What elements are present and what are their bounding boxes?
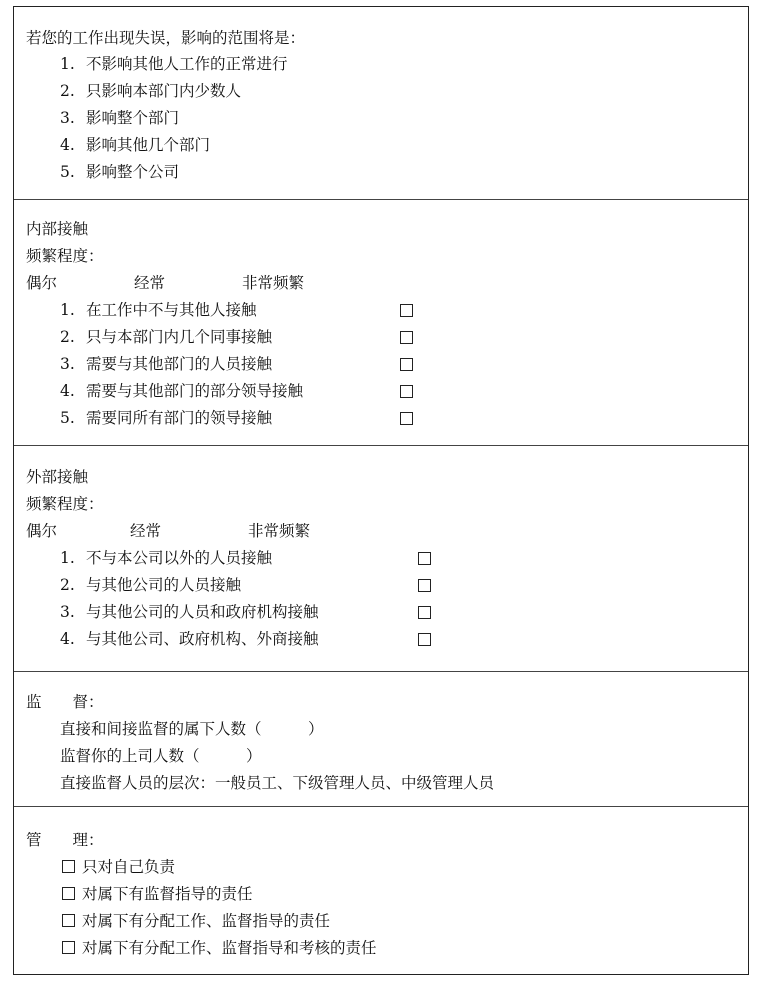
internal-option-1-checkbox[interactable] bbox=[400, 304, 413, 317]
option-number: 5. bbox=[60, 409, 75, 427]
option-number: 3. bbox=[60, 109, 75, 127]
option-text: 需要同所有部门的领导接触 bbox=[86, 409, 273, 427]
external-freq-occasional: 偶尔 bbox=[26, 522, 58, 540]
option-text: 影响整个公司 bbox=[86, 163, 180, 181]
internal-freq-label: 频繁程度： bbox=[26, 247, 104, 265]
supervision-superiors-count: 监督你的上司人数（ ） bbox=[60, 747, 262, 765]
option-text: 不与本公司以外的人员接触 bbox=[86, 549, 273, 567]
option-number: 2. bbox=[60, 82, 75, 100]
option-number: 1. bbox=[60, 55, 75, 73]
option-text: 只对自己负责 bbox=[82, 858, 176, 876]
option-text: 与其他公司、政府机构、外商接触 bbox=[86, 630, 319, 648]
internal-option-4-checkbox[interactable] bbox=[400, 385, 413, 398]
option-text: 不影响其他人工作的正常进行 bbox=[86, 55, 288, 73]
external-option-2 bbox=[60, 575, 241, 595]
internal-option-3-checkbox[interactable] bbox=[400, 358, 413, 371]
option-number: 4. bbox=[60, 136, 75, 154]
management-option-3 bbox=[62, 911, 330, 931]
option-number: 3. bbox=[60, 355, 75, 373]
internal-option-2-checkbox[interactable] bbox=[400, 331, 413, 344]
management-option-2-checkbox[interactable] bbox=[62, 887, 75, 900]
option-number: 5. bbox=[60, 163, 75, 181]
external-freq-very-often: 非常频繁 bbox=[248, 522, 311, 540]
external-option-1 bbox=[60, 548, 272, 568]
internal-contact-section bbox=[14, 199, 748, 446]
management-section bbox=[14, 806, 748, 975]
option-text: 对属下有监督指导的责任 bbox=[82, 885, 253, 903]
internal-title: 内部接触 bbox=[26, 220, 89, 238]
external-freq-label: 频繁程度： bbox=[26, 495, 104, 513]
management-option-3-checkbox[interactable] bbox=[62, 914, 75, 927]
internal-option-5 bbox=[60, 408, 272, 428]
supervision-levels: 直接监督人员的层次：一般员工、下级管理人员、中级管理人员 bbox=[60, 774, 495, 792]
option-number: 1. bbox=[60, 301, 75, 319]
option-number: 2. bbox=[60, 576, 75, 594]
impact-option-2 bbox=[60, 81, 241, 101]
option-number: 3. bbox=[60, 603, 75, 621]
internal-option-5-checkbox[interactable] bbox=[400, 412, 413, 425]
external-option-4 bbox=[60, 629, 319, 649]
option-number: 4. bbox=[60, 382, 75, 400]
option-text: 在工作中不与其他人接触 bbox=[86, 301, 257, 319]
option-number: 2. bbox=[60, 328, 75, 346]
management-option-4 bbox=[62, 938, 377, 958]
management-option-1-checkbox[interactable] bbox=[62, 860, 75, 873]
option-number: 4. bbox=[60, 630, 75, 648]
external-option-1-checkbox[interactable] bbox=[418, 552, 431, 565]
internal-option-4 bbox=[60, 381, 303, 401]
management-title: 管 理： bbox=[26, 831, 104, 849]
option-text: 需要与其他部门的人员接触 bbox=[86, 355, 273, 373]
supervision-section bbox=[14, 671, 748, 807]
impact-question: 若您的工作出现失误，影响的范围将是： bbox=[26, 29, 306, 47]
external-option-3 bbox=[60, 602, 319, 622]
option-text: 对属下有分配工作、监督指导的责任 bbox=[82, 912, 331, 930]
external-option-3-checkbox[interactable] bbox=[418, 606, 431, 619]
impact-section bbox=[14, 7, 748, 199]
internal-freq-often: 经常 bbox=[134, 274, 166, 292]
management-option-4-checkbox[interactable] bbox=[62, 941, 75, 954]
internal-option-1 bbox=[60, 300, 257, 320]
internal-freq-very-often: 非常频繁 bbox=[242, 274, 305, 292]
option-text: 只与本部门内几个同事接触 bbox=[86, 328, 273, 346]
internal-freq-occasional: 偶尔 bbox=[26, 274, 58, 292]
internal-option-2 bbox=[60, 327, 272, 347]
option-number: 1. bbox=[60, 549, 75, 567]
impact-option-1 bbox=[60, 54, 288, 74]
impact-option-5 bbox=[60, 162, 179, 182]
option-text: 只影响本部门内少数人 bbox=[86, 82, 242, 100]
management-option-1 bbox=[62, 857, 175, 877]
option-text: 对属下有分配工作、监督指导和考核的责任 bbox=[82, 939, 377, 957]
external-title: 外部接触 bbox=[26, 468, 89, 486]
option-text: 影响整个部门 bbox=[86, 109, 180, 127]
option-text: 与其他公司的人员和政府机构接触 bbox=[86, 603, 319, 621]
external-option-2-checkbox[interactable] bbox=[418, 579, 431, 592]
management-option-2 bbox=[62, 884, 253, 904]
internal-option-3 bbox=[60, 354, 272, 374]
impact-option-4 bbox=[60, 135, 210, 155]
form-frame bbox=[13, 6, 749, 975]
option-text: 影响其他几个部门 bbox=[86, 136, 211, 154]
supervision-subordinates-count: 直接和间接监督的属下人数（ ） bbox=[60, 720, 324, 738]
impact-option-3 bbox=[60, 108, 179, 128]
external-freq-often: 经常 bbox=[130, 522, 162, 540]
external-option-4-checkbox[interactable] bbox=[418, 633, 431, 646]
supervision-title: 监 督： bbox=[26, 693, 104, 711]
option-text: 与其他公司的人员接触 bbox=[86, 576, 242, 594]
option-text: 需要与其他部门的部分领导接触 bbox=[86, 382, 304, 400]
external-contact-section bbox=[14, 445, 748, 672]
